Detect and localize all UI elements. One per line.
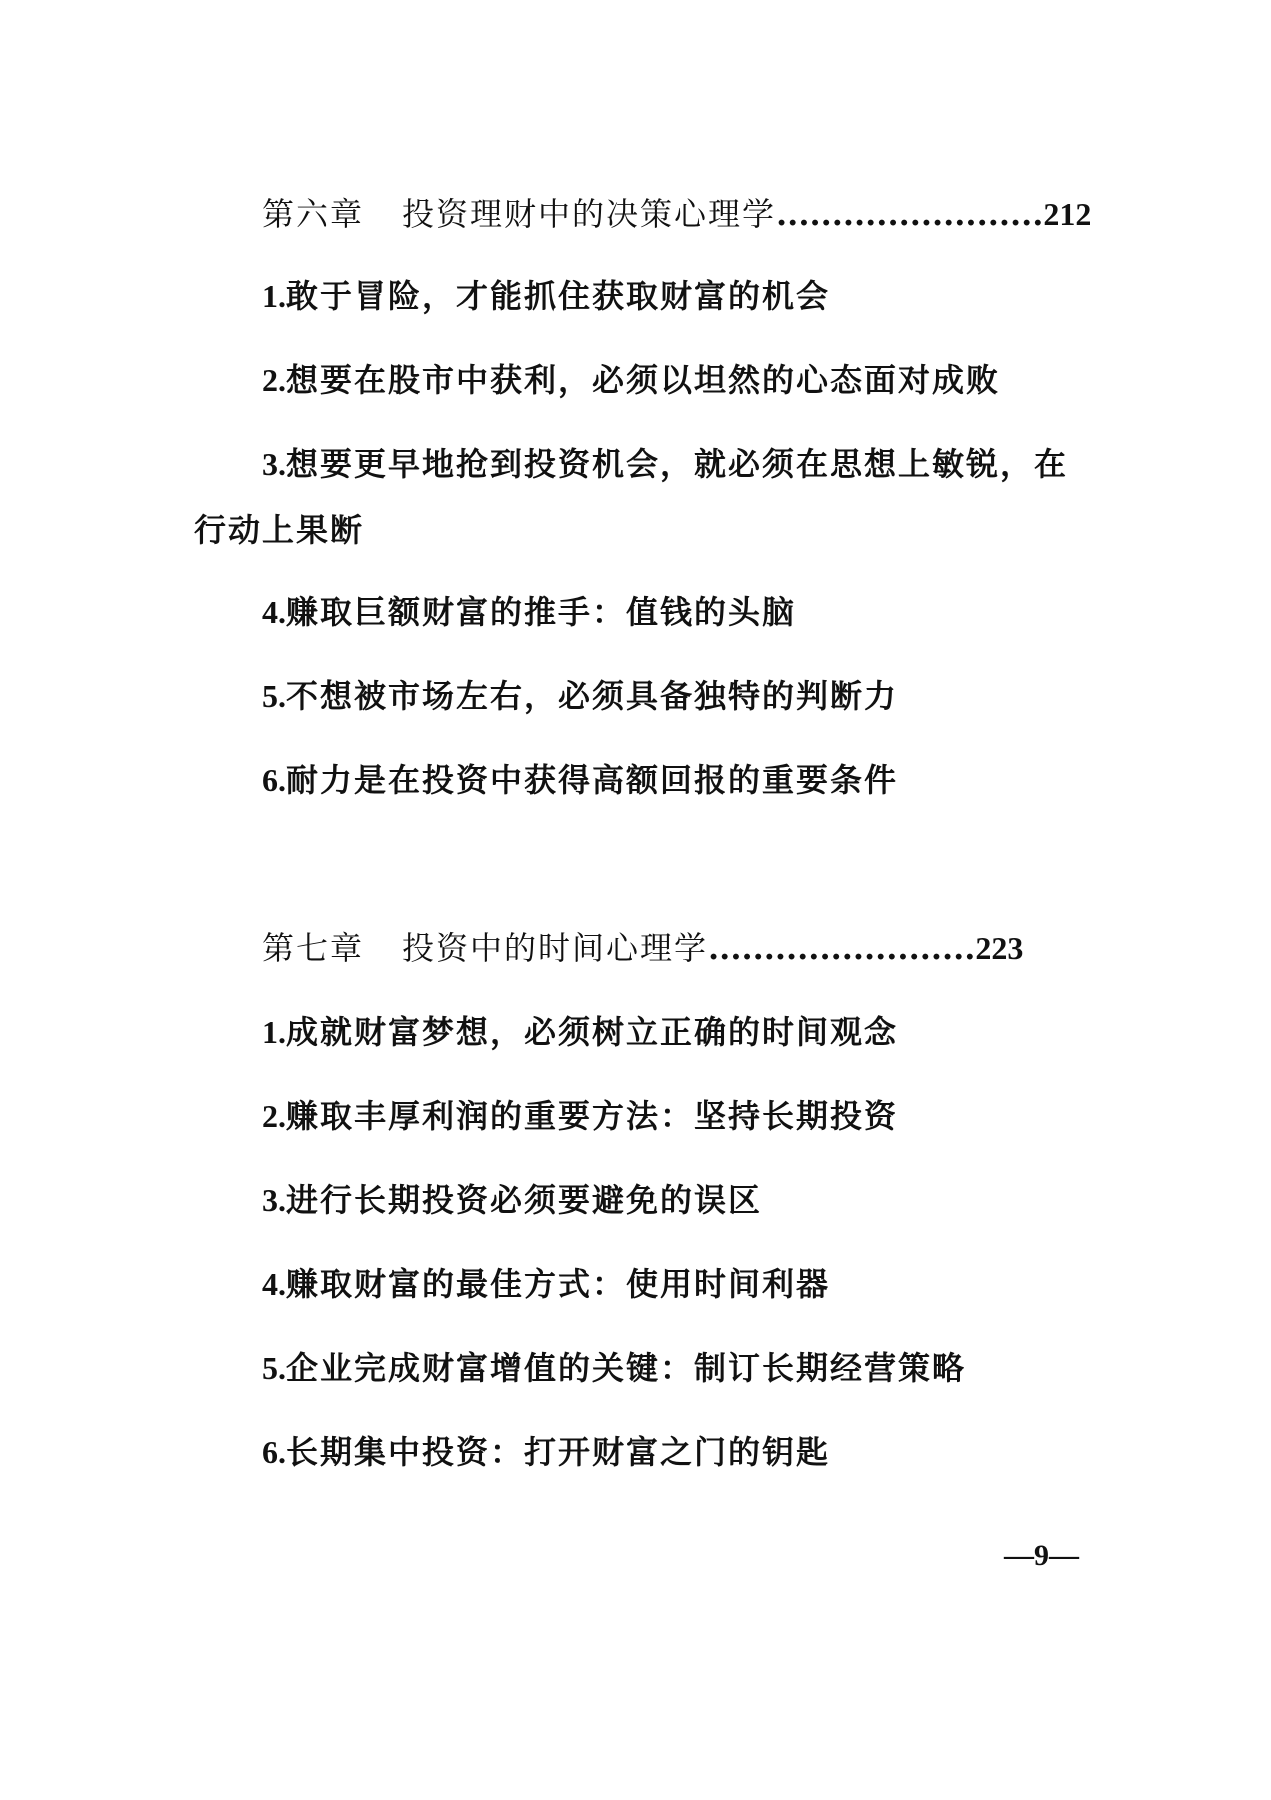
item-text: 长期集中投资：打开财富之门的钥匙: [286, 1433, 831, 1471]
toc-item: [262, 1180, 762, 1220]
item-number: 6.: [262, 762, 286, 798]
item-text: 赚取财富的最佳方式：使用时间利器: [286, 1265, 831, 1303]
toc-item: [262, 444, 1068, 484]
chapter-heading: [262, 194, 1091, 234]
item-number: 2.: [262, 1098, 286, 1134]
item-number: 4.: [262, 1266, 286, 1302]
toc-item: [262, 360, 1000, 400]
item-text: 想要更早地抢到投资机会，就必须在思想上敏锐，在: [286, 445, 1069, 483]
item-text: 赚取丰厚利润的重要方法：坚持长期投资: [286, 1097, 899, 1135]
item-number: 4.: [262, 594, 286, 630]
item-number: 6.: [262, 1434, 286, 1470]
chapter-heading: [262, 928, 1023, 968]
item-number: 5.: [262, 1350, 286, 1386]
toc-item: [262, 1264, 830, 1304]
toc-item: [262, 276, 830, 316]
chapter-title: 投资中的时间心理学: [402, 929, 709, 967]
item-text: 进行长期投资必须要避免的误区: [286, 1181, 763, 1219]
toc-item: [262, 1096, 898, 1136]
item-text: 赚取巨额财富的推手：值钱的头脑: [286, 593, 797, 631]
toc-item-continuation: [194, 510, 364, 550]
item-number: 3.: [262, 446, 286, 482]
toc-item: [262, 1432, 830, 1472]
leader-dots: ........................: [776, 195, 1044, 233]
toc-item: [262, 1012, 898, 1052]
page-number-footer: —9—: [1004, 1539, 1079, 1572]
chapter-title: 投资理财中的决策心理学: [402, 195, 777, 233]
item-number: 1.: [262, 1014, 286, 1050]
chapter-page-number: 223: [975, 930, 1024, 966]
toc-item: [262, 676, 898, 716]
item-number: 2.: [262, 362, 286, 398]
item-number: 1.: [262, 278, 286, 314]
item-text: 不想被市场左右，必须具备独特的判断力: [286, 677, 899, 715]
item-text: 耐力是在投资中获得高额回报的重要条件: [286, 761, 899, 799]
toc-item: [262, 760, 898, 800]
chapter-label: 第六章: [262, 195, 365, 233]
leader-dots: ........................: [708, 929, 976, 967]
chapter-page-number: 212: [1043, 196, 1092, 232]
item-number: 5.: [262, 678, 286, 714]
toc-item: [262, 1348, 966, 1388]
item-text: 成就财富梦想，必须树立正确的时间观念: [286, 1013, 899, 1051]
item-text: 企业完成财富增值的关键：制订长期经营策略: [286, 1349, 967, 1387]
item-text: 敢于冒险，才能抓住获取财富的机会: [286, 277, 831, 315]
item-text-continuation: 行动上果断: [194, 511, 365, 549]
item-number: 3.: [262, 1182, 286, 1218]
toc-item: [262, 592, 796, 632]
item-text: 想要在股市中获利，必须以坦然的心态面对成败: [286, 361, 1001, 399]
chapter-label: 第七章: [262, 929, 365, 967]
